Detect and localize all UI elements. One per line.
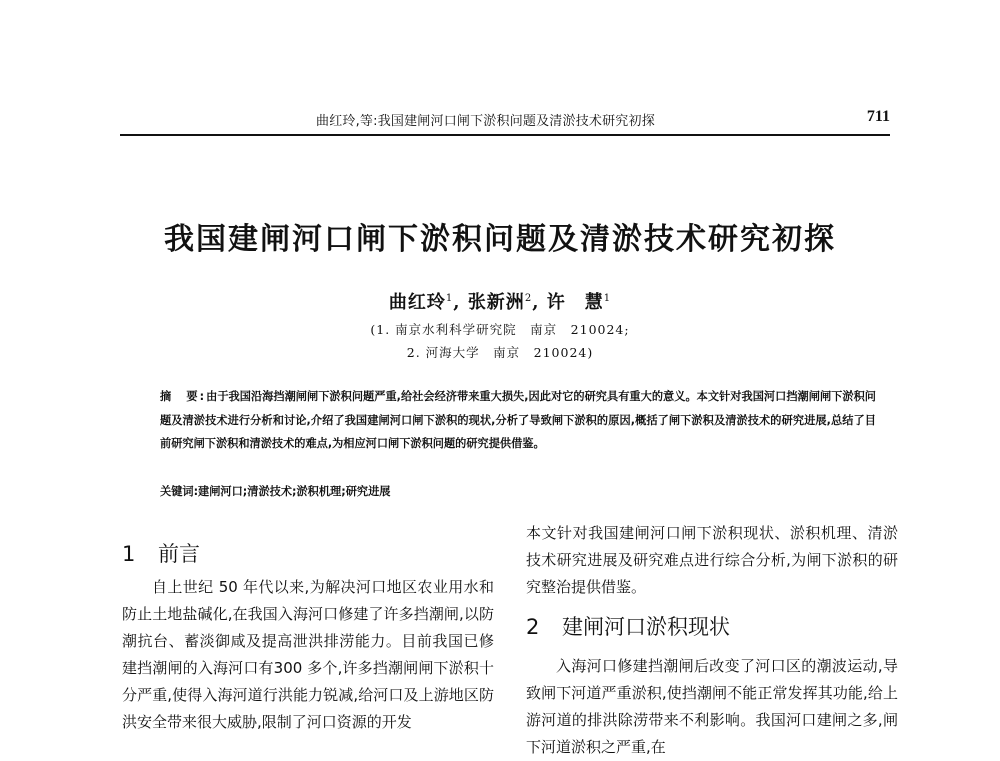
keywords-text: 建闸河口;清淤技术;淤积机理;研究进展 bbox=[198, 485, 391, 498]
abstract-label: 摘 要: bbox=[160, 390, 207, 403]
affiliation-line: (1. 南京水利科学研究院 南京 210024; bbox=[370, 322, 630, 337]
author-name: 许 慧 bbox=[546, 292, 604, 313]
author-affiliation-mark: 2 bbox=[524, 293, 533, 304]
section-number: 2 bbox=[526, 615, 540, 639]
keywords bbox=[160, 481, 876, 503]
body-paragraph: 本文针对我国建闸河口闸下淤积现状、淤积机理、清淤技术研究进展及研究难点进行综合分析,为闸下淤积的研究整治提供借鉴。 bbox=[526, 524, 898, 596]
section-title: 前言 bbox=[158, 542, 200, 566]
body-paragraph: 自上世纪 50 年代以来,为解决河口地区农业用水和防止土地盐碱化,在我国入海河口修建了许多挡潮闸,以防潮抗台、蓄淡御咸及提高泄洪排涝能力。目前我国已修建挡潮闸的入海河口有300 多个,许多挡潮闸闸下淤积十分严重,使得入海河道行洪能力锐减,给河口及上游地区防洪安全带来很大威胁,限制了河口资源的开发 bbox=[122, 578, 494, 731]
author-affiliation-mark: 1 bbox=[445, 293, 454, 304]
running-title: 曲红玲,等:我国建闸河口闸下淤积问题及清淤技术研究初探 bbox=[316, 114, 655, 129]
affiliation-line: 2. 河海大学 南京 210024) bbox=[406, 345, 594, 360]
author-list bbox=[0, 288, 1000, 314]
section-heading bbox=[122, 534, 494, 574]
left-column bbox=[122, 534, 494, 736]
author-name: 曲红玲 bbox=[388, 292, 446, 313]
abstract-text: 由于我国沿海挡潮闸闸下淤积问题严重,给社会经济带来重大损失,因此对它的研究具有重大的意义。本文针对我国河口挡潮闸闸下淤积问题及清淤技术进行分析和讨论,介绍了我国建闸河口闸下淤积的现状,分析了导致闸下淤积的原因,概括了闸下淤积及清淤技术的研究进展,总结了目前研究闸下淤积和清淤技术的难点,为相应河口闸下淤积问题的研究提供借鉴。 bbox=[160, 390, 876, 450]
keywords-label: 关键词: bbox=[160, 485, 199, 498]
section-heading bbox=[526, 607, 898, 647]
page-number: 711 bbox=[866, 108, 890, 125]
abstract bbox=[160, 385, 876, 456]
author-name: 张新洲 bbox=[467, 292, 525, 313]
body-paragraph: 入海河口修建挡潮闸后改变了河口区的潮波运动,导致闸下河道严重淤积,使挡潮闸不能正常发挥其功能,给上游河道的排洪除涝带来不利影响。我国河口建闸之多,闸下河道淤积之严重,在 bbox=[526, 657, 898, 756]
author-separator: , bbox=[532, 292, 540, 313]
running-header bbox=[120, 108, 890, 136]
author-separator: , bbox=[453, 292, 461, 313]
right-column bbox=[526, 520, 898, 761]
section-title: 建闸河口淤积现状 bbox=[562, 615, 730, 639]
paper-title: 我国建闸河口闸下淤积问题及清淤技术研究初探 bbox=[164, 222, 836, 257]
section-number: 1 bbox=[122, 542, 136, 566]
author-affiliation-mark: 1 bbox=[603, 293, 612, 304]
